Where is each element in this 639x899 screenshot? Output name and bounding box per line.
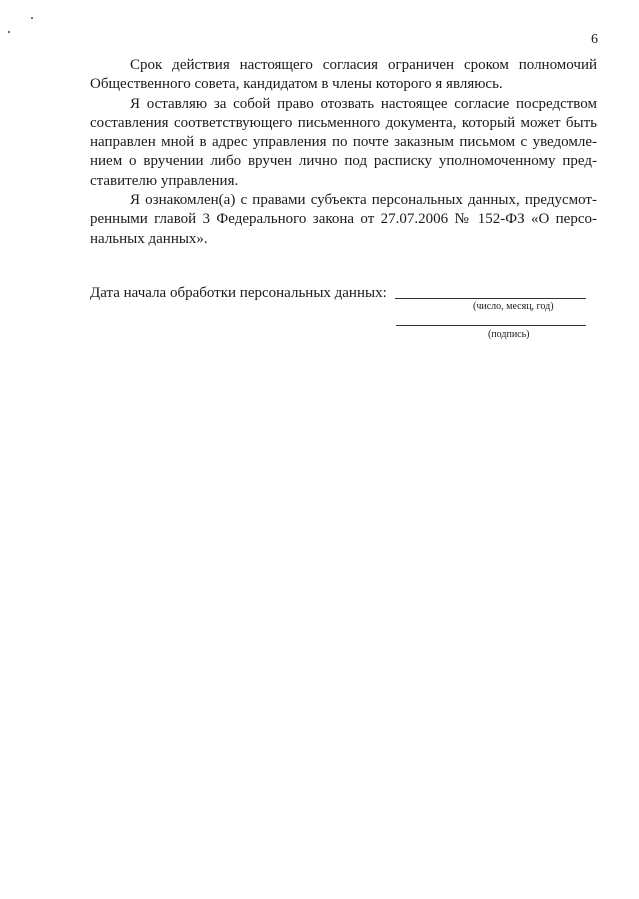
text-line: нальных данных». xyxy=(90,230,208,247)
text-line: нием о вручении либо вручен лично под расписку уполномоченному пред- xyxy=(90,153,597,170)
processing-start-date-row xyxy=(90,284,590,302)
page-number: 6 xyxy=(591,32,598,47)
scan-speck xyxy=(31,17,33,19)
scan-speck xyxy=(8,31,10,33)
text-line: ренными главой 3 Федерального закона от 27.07.2006 № 152-ФЗ «О персо- xyxy=(90,211,597,228)
signature-blank-line[interactable] xyxy=(396,325,586,326)
text-line: Я оставляю за собой право отозвать настоящее согласие посредством xyxy=(130,95,597,112)
consent-text xyxy=(90,56,597,249)
date-caption: (число, месяц, год) xyxy=(473,301,554,312)
text-line: Срок действия настоящего согласия ограничен сроком полномочий xyxy=(130,57,597,73)
paragraph-acknowledgement xyxy=(90,191,597,249)
signature-caption: (подпись) xyxy=(488,329,530,340)
text-line: Общественного совета, кандидатом в члены которого я являюсь. xyxy=(90,76,503,93)
paragraph-revocation xyxy=(90,95,597,191)
text-line: составления соответствующего письменного документа, который может быть xyxy=(90,114,597,131)
text-line: Я ознакомлен(а) с правами субъекта персональных данных, предусмот- xyxy=(130,192,597,209)
processing-start-date-label: Дата начала обработки персональных данных: xyxy=(90,285,387,301)
text-line: направлен мной в адрес управления по почте заказным письмом с уведомле- xyxy=(90,134,597,151)
paragraph-validity xyxy=(90,56,597,95)
date-blank-line[interactable] xyxy=(395,298,586,299)
text-line: ставителю управления. xyxy=(90,172,239,189)
